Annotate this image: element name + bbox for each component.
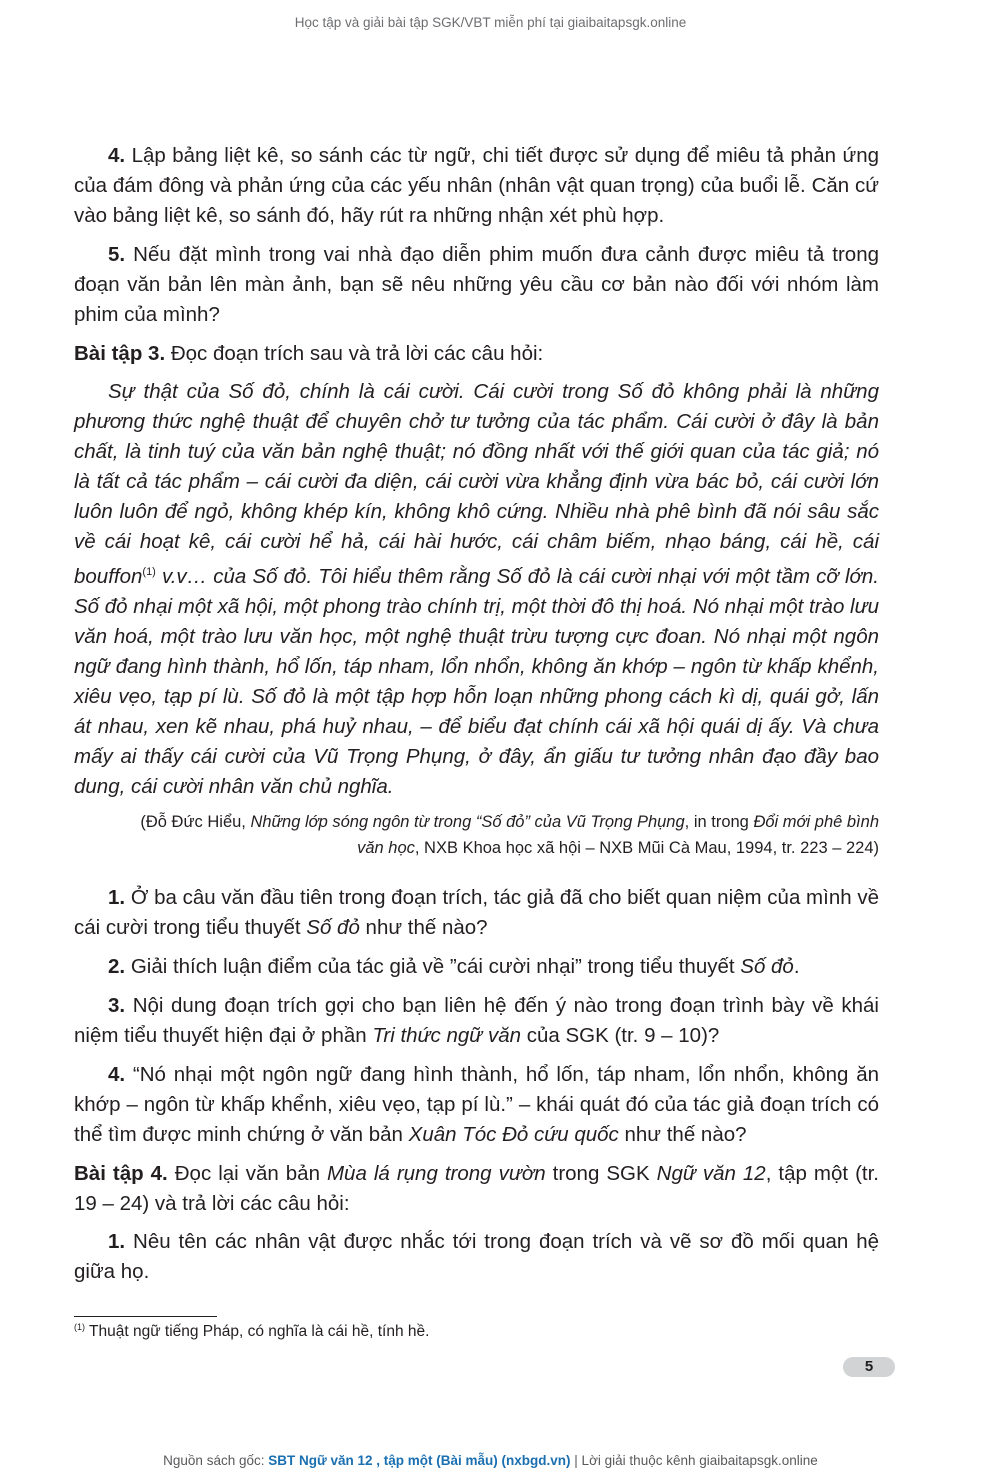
question-text: “Nó nhại một ngôn ngữ đang hình thành, hổ lốn, táp nham, lổn nhổn, không ăn khớp – ngôn từ khấp khểnh, xiêu vẹo, tạp pí lù.” – khái quát đó của tác giả đoạn trích có thể tìm được minh chứng ở văn bản [74, 1062, 879, 1146]
question-emphasis: Xuân Tóc Đỏ cứu quốc [408, 1122, 619, 1146]
exercise-3-heading [74, 339, 879, 369]
question-text: . [793, 954, 800, 978]
quote-part-2: v.v… của Số đỏ. Tôi hiểu thêm rằng Số đỏ là cái cười nhại với một tầm cỡ lớn. Số đỏ nhại một xã hội, một phong trào chính trị, một thời đô thị hoá. Nó nhại một trào lưu văn hoá, một trào lưu văn học, một nghệ thuật trừu tượng cực đoan. Nó nhại một ngôn ngữ đang hình thành, hổ lốn, táp nham, lổn nhổn, không ăn khớp – ngôn từ khấp khểnh, xiêu vẹo, tạp pí lù. Số đỏ là một tập hợp hỗn loạn những phong cách kì dị, quái gở, lấn át nhau, xen kẽ nhau, phá huỷ nhau, – để biểu đạt chính cái xã hội quái dị ấy. Và chưa mấy ai thấy cái cười của Vũ Trọng Phụng, ở đây, ẩn giấu tư tưởng nhân đạo đầy bao dung, cái cười nhân văn chủ nghĩa. [74, 564, 879, 798]
footnote [74, 1322, 429, 1341]
top-banner: Học tập và giải bài tập SGK/VBT miễn phí tại giaibaitapsgk.online [294, 15, 687, 30]
exercise-label: Bài tập 4. [74, 1161, 168, 1185]
question-text: như thế nào? [359, 915, 488, 939]
question-number: 1. [108, 885, 126, 909]
question-text: Ở ba câu văn đầu tiên trong đoạn trích, tác giả đã cho biết quan niệm của mình về cái cười trong tiểu thuyết [74, 885, 879, 939]
exercise-instruction: , tập một (tr. 19 – 24) và trả lời các câu hỏi: [74, 1161, 879, 1215]
quoted-passage [74, 377, 879, 802]
question-number: 4. [108, 144, 126, 167]
exercise-instruction: trong SGK [545, 1161, 657, 1185]
citation-author: (Đỗ Đức Hiểu, [140, 812, 251, 831]
citation-publisher: , NXB Khoa học xã hội – NXB Mũi Cà Mau, 1994, tr. 223 – 224) [414, 838, 879, 857]
question-item [74, 1227, 879, 1287]
footer-suffix: | Lời giải thuộc kênh giaibaitapsgk.online [570, 1453, 818, 1468]
exercise-label: Bài tập 3. [74, 342, 166, 365]
question-emphasis: Số đỏ [306, 915, 360, 939]
question-number: 1. [108, 1229, 126, 1253]
exercise-instruction: Đọc lại văn bản [174, 1161, 327, 1185]
question-emphasis: Số đỏ [740, 954, 794, 978]
work-title: Mùa lá rụng trong vườn [326, 1161, 546, 1185]
page-content [74, 141, 879, 1296]
question-item [74, 883, 879, 943]
citation-article: Những lớp sóng ngôn từ trong “Số đỏ” của Vũ Trọng Phụng [250, 812, 685, 831]
bottom-banner [0, 1453, 981, 1468]
source-link[interactable]: SBT Ngữ văn 12 , tập một (Bài mẫu) (nxbgd.vn) [268, 1453, 571, 1468]
exercise-4-heading [74, 1159, 879, 1219]
question-item [74, 141, 879, 231]
question-text: như thế nào? [618, 1122, 747, 1146]
textbook-title: Ngữ văn 12 [656, 1161, 766, 1185]
question-number: 5. [108, 243, 126, 266]
question-item [74, 991, 879, 1051]
question-number: 4. [108, 1062, 126, 1086]
question-text: Nếu đặt mình trong vai nhà đạo diễn phim muốn đưa cảnh được miêu tả trong đoạn văn bản lên màn ảnh, bạn sẽ nêu những yêu cầu cơ bản nào đối với nhóm làm phim của mình? [74, 243, 879, 326]
question-emphasis: Tri thức ngữ văn [372, 1023, 522, 1047]
question-item [74, 240, 879, 330]
citation-connector: , in trong [684, 812, 754, 831]
footnote-text: Thuật ngữ tiếng Pháp, có nghĩa là cái hề, tính hề. [85, 1323, 430, 1341]
footnote-mark: (1) [74, 1322, 85, 1332]
question-item [74, 1060, 879, 1150]
question-text: của SGK (tr. 9 – 10)? [521, 1023, 720, 1047]
exercise-instruction: Đọc đoạn trích sau và trả lời các câu hỏi: [170, 342, 544, 365]
question-number: 3. [108, 993, 126, 1017]
question-text: Lập bảng liệt kê, so sánh các từ ngữ, chi tiết được sử dụng để miêu tả phản ứng của đám đông và phản ứng của các yếu nhân (nhân vật quan trọng) của buổi lễ. Căn cứ vào bảng liệt kê, so sánh đó, hãy rút ra những nhận xét phù hợp. [74, 144, 879, 227]
question-text: Nêu tên các nhân vật được nhắc tới trong đoạn trích và vẽ sơ đồ mối quan hệ giữa họ. [74, 1229, 879, 1283]
citation [74, 809, 879, 861]
citation-book: Đổi mới phê bình văn học [357, 812, 879, 857]
question-item [74, 952, 879, 982]
question-text: Giải thích luận điểm của tác giả về ”cái cười nhại” trong tiểu thuyết [130, 954, 741, 978]
page-number: 5 [843, 1357, 895, 1377]
footnote-divider [74, 1316, 217, 1317]
question-number: 2. [108, 954, 126, 978]
footnote-reference: (1) [142, 566, 156, 578]
quote-part-1: Sự thật của Số đỏ, chính là cái cười. Cái cười trong Số đỏ không phải là những phương thức nghệ thuật để chuyên chở tư tưởng của tác phẩm. Cái cười ở đây là bản chất, là tinh tuý của văn bản nghệ thuật; nó đồng nhất với thế giới quan của tác giả; nó là tất cả tác phẩm – cái cười đa diện, cái cười vừa khẳng định vừa bác bỏ, cái cười lớn luôn luôn để ngỏ, không khép kín, không khô cứng. Nhiều nhà phê bình đã nói sâu sắc về cái hoạt kê, cái cười hể hả, cái hài hước, cái châm biếm, nhạo báng, cái hề, cái bouffon [74, 380, 879, 588]
question-text: Nội dung đoạn trích gợi cho bạn liên hệ đến ý nào trong đoạn trình bày về khái niệm tiểu thuyết hiện đại ở phần [74, 993, 879, 1047]
footer-prefix: Nguồn sách gốc: [163, 1453, 269, 1468]
